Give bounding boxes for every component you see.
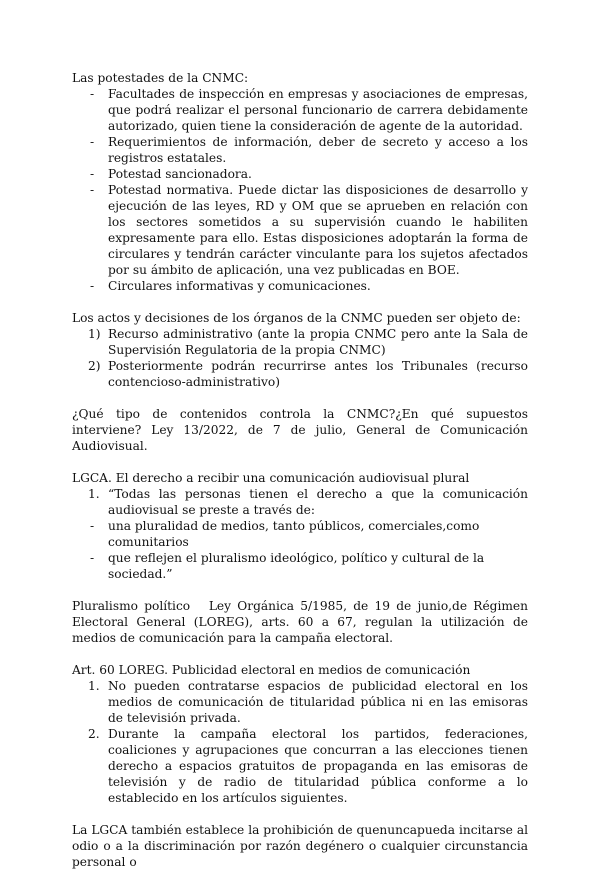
list-number: 1) (88, 327, 101, 341)
list-item (72, 678, 528, 726)
list-item: - Facultades de inspección en empresas y asociaciones de empresas, que podrá realizar el personal funcionario de carrera debidamente autorizado, quien tiene la consideración de agente de la autoridad. (72, 86, 528, 134)
list-item: - Circulares informativas y comunicaciones. (72, 278, 528, 294)
recursos-list (72, 326, 528, 390)
list-item (72, 726, 528, 806)
list-item (72, 326, 528, 358)
pluralismo-paragraph: Pluralismo político Ley Orgánica 5/1985, de 19 de junio,de Régimen Electoral General (LOREG), arts. 60 a 67, regulan la utilización de medios de comunicación para la campaña electoral. (72, 599, 532, 645)
list-number: 1. (88, 679, 100, 693)
sub-item: - una pluralidad de medios, tanto públicos, comerciales,como comunitarios (72, 518, 528, 550)
list-text: “Todas las personas tienen el derecho a que la comunicación audiovisual se preste a través de: (108, 487, 528, 517)
list-item (72, 358, 528, 390)
lgca-list (72, 486, 528, 518)
document-page (72, 70, 532, 870)
potestades-list (72, 86, 528, 294)
sub-item: - que reflejen el pluralismo ideológico, político y cultural de la sociedad.” (72, 550, 528, 582)
list-number: 2) (88, 359, 101, 373)
list-item: - Requerimientos de información, deber de secreto y acceso a los registros estatales. (72, 134, 528, 166)
art60-heading: Art. 60 LOREG. Publicidad electoral en medios de comunicación (72, 663, 471, 677)
list-text: No pueden contratarse espacios de publicidad electoral en los medios de comunicación de titularidad pública ni en las emisoras de televisión privada. (108, 679, 528, 725)
lgca-heading: LGCA. El derecho a recibir una comunicación audiovisual plural (72, 471, 470, 485)
contenidos-paragraph: ¿Qué tipo de contenidos controla la CNMC?¿En qué supuestos interviene? Ley 13/2022, de 7 de julio, General de Comunicación Audiovisual. (72, 407, 528, 453)
list-number: 2. (88, 727, 100, 741)
list-number: 1. (88, 487, 100, 501)
list-item: - Potestad sancionadora. (72, 166, 528, 182)
list-text: Posteriormente podrán recurrirse antes los Tribunales (recurso contencioso-administrativo) (108, 359, 528, 389)
prohibicion-paragraph: La LGCA también establece la prohibición de quenuncapueda incitarse al odio o a la discriminación por razón degénero o cualquier circunstancia personal o (72, 823, 528, 869)
list-item (72, 486, 528, 518)
list-item: - Potestad normativa. Puede dictar las disposiciones de desarrollo y ejecución de las leyes, RD y OM que se aprueben en relación con los sectores sometidos a su supervisión cuando le habiliten expresamente para ello. Estas disposiciones adoptarán la forma de circulares y tendrán carácter vinculante para los sujetos afectados por su ámbito de aplicación, una vez publicadas en BOE. (72, 182, 528, 278)
art60-list (72, 678, 528, 806)
potestades-heading: Las potestades de la CNMC: (72, 71, 249, 85)
list-text: Durante la campaña electoral los partidos, federaciones, coaliciones y agrupaciones que concurran a las elecciones tienen derecho a espacios gratuitos de propaganda en las emisoras de televisión y de radio de titularidad pública conforme a lo establecido en los artículos siguientes. (108, 727, 528, 805)
list-text: Recurso administrativo (ante la propia CNMC pero ante la Sala de Supervisión Regulatoria de la propia CNMC) (108, 327, 528, 357)
actos-heading: Los actos y decisiones de los órganos de la CNMC pueden ser objeto de: (72, 311, 521, 325)
